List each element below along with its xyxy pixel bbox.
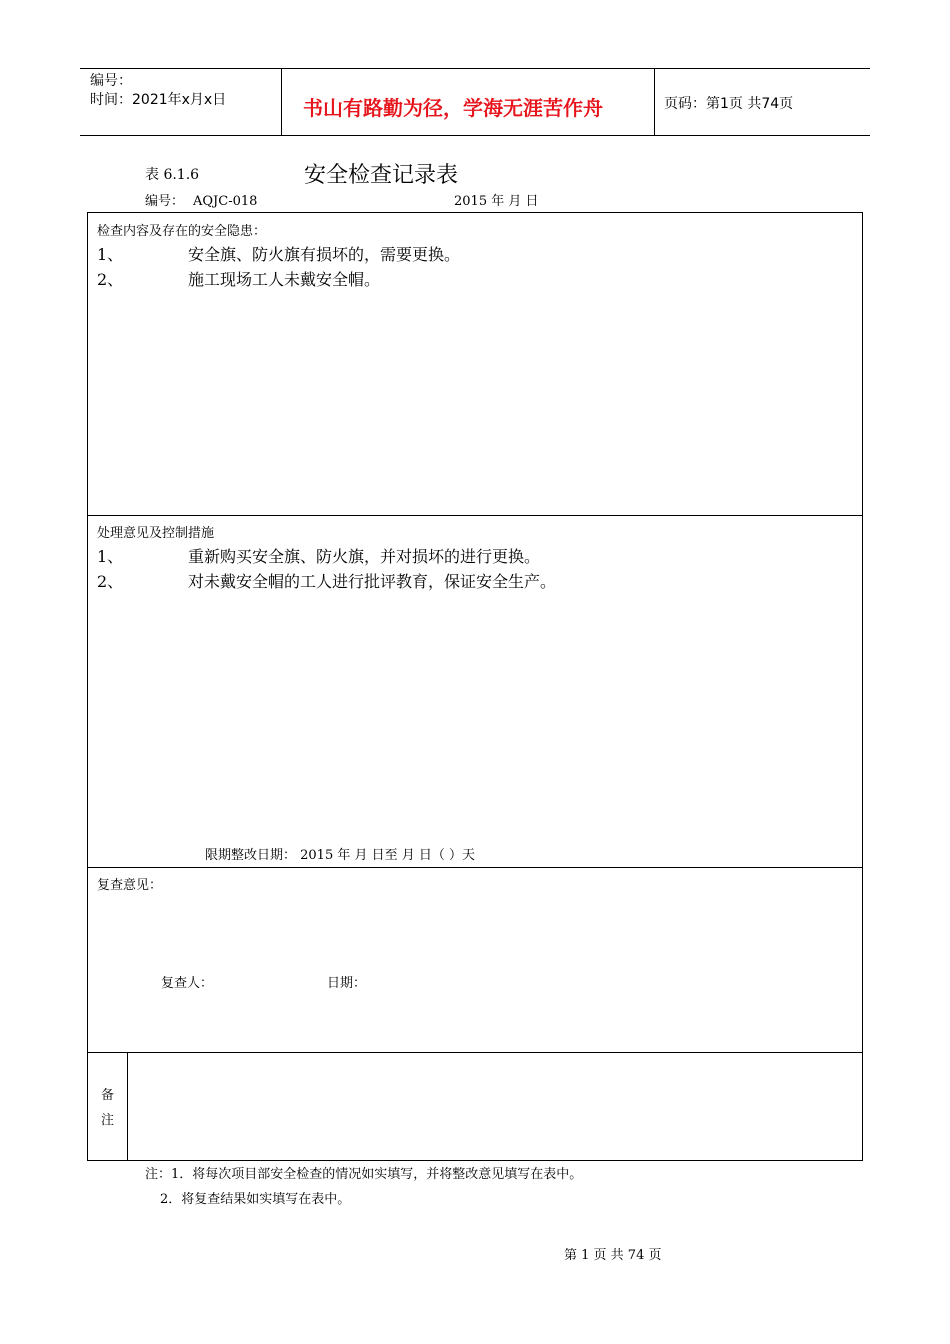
header-top-rule — [80, 68, 870, 69]
header-motto: 书山有路勤为径，学海无涯苦作舟 — [303, 96, 603, 120]
measure-item-2-text: 对未戴安全帽的工人进行批评教育，保证安全生产。 — [188, 572, 557, 591]
form-date-line: 2015 年 月 日 — [454, 194, 539, 209]
inspection-form-table — [87, 212, 863, 1161]
review-label: 复查意见： — [97, 878, 163, 893]
remarks-divider — [127, 1052, 128, 1160]
measure-item-1-text: 重新购买安全旗、防火旗，并对损坏的进行更换。 — [188, 547, 541, 566]
measures-label: 处理意见及控制措施 — [97, 526, 215, 541]
form-code-label: 编号： — [145, 194, 185, 209]
page-footer: 第 1 页 共 74 页 — [564, 1248, 662, 1263]
header-divider-right — [654, 68, 655, 136]
divider-2 — [88, 867, 862, 868]
divider-3 — [88, 1052, 862, 1053]
hazard-item-2-num: 2、 — [97, 270, 124, 289]
form-title: 安全检查记录表 — [304, 163, 459, 188]
hazard-item-1-text: 安全旗、防火旗有损坏的，需要更换。 — [188, 245, 461, 264]
hazards-label: 检查内容及存在的安全隐患： — [97, 224, 267, 239]
divider-1 — [88, 515, 862, 516]
header-number-label: 编号： — [90, 73, 132, 89]
header-divider-left — [281, 68, 282, 136]
header-bottom-rule — [80, 135, 870, 136]
rectification-deadline: 限期整改日期： 2015 年 月 日至 月 日（ ）天 — [205, 848, 476, 863]
note-2: 2．将复查结果如实填写在表中。 — [160, 1192, 351, 1207]
remarks-char-2: 注 — [101, 1113, 115, 1128]
header-page-info: 页码：第1页 共74页 — [664, 96, 794, 112]
reviewer-label: 复查人： — [161, 976, 214, 991]
note-1: 注：1．将每次项目部安全检查的情况如实填写，并将整改意见填写在表中。 — [145, 1167, 583, 1182]
measure-item-1-num: 1、 — [97, 547, 124, 566]
form-code-value: AQJC-018 — [193, 194, 258, 209]
remarks-char-1: 备 — [101, 1088, 115, 1103]
hazard-item-1-num: 1、 — [97, 245, 124, 264]
measure-item-2-num: 2、 — [97, 572, 124, 591]
review-date-label: 日期： — [327, 976, 367, 991]
hazard-item-2-text: 施工现场工人未戴安全帽。 — [188, 270, 381, 289]
header-time-label: 时间：2021年x月x日 — [90, 92, 227, 108]
table-number: 表 6.1.6 — [145, 167, 200, 183]
